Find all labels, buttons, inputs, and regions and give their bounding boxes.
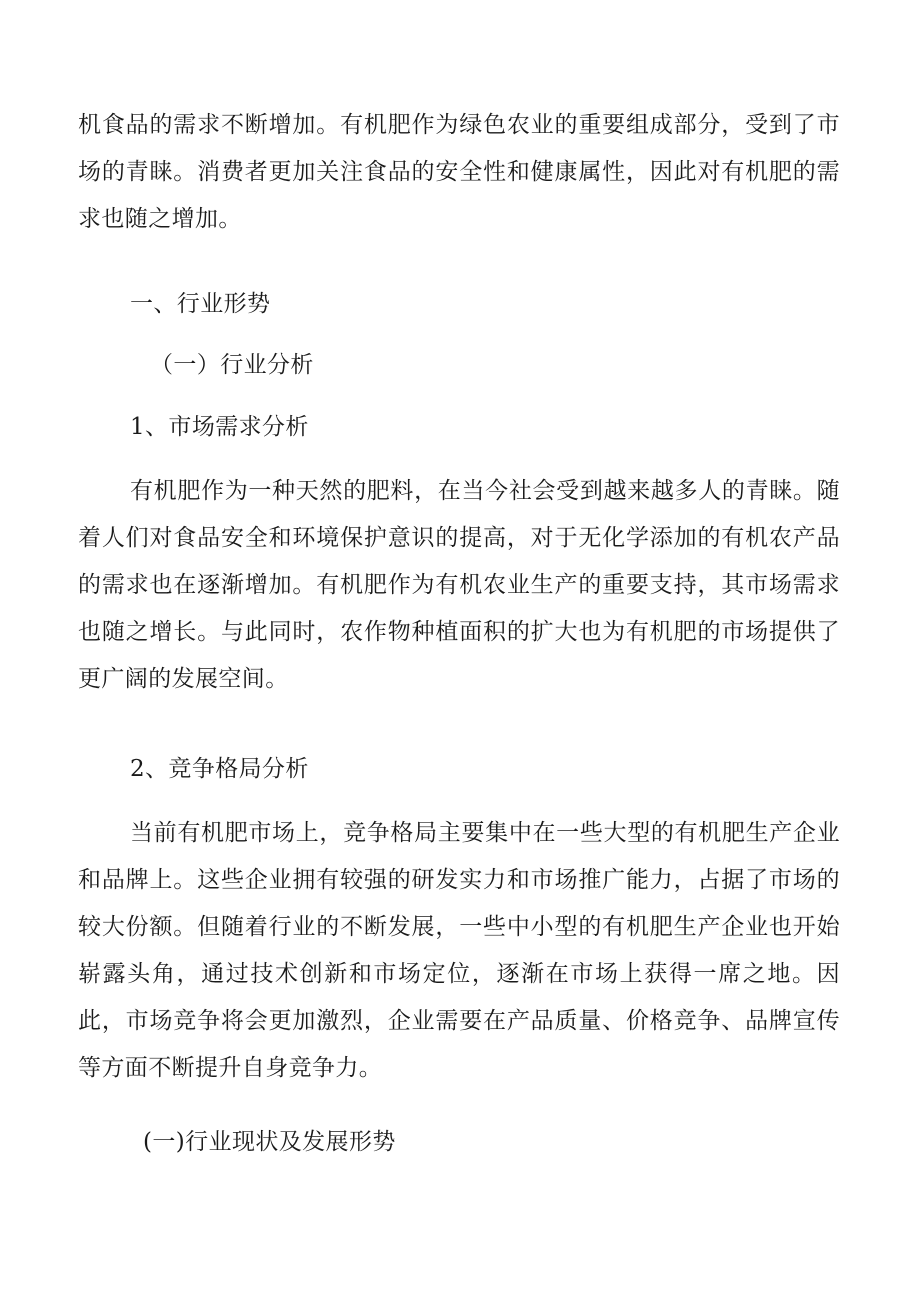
subsection-heading-status-trend: (一)行业现状及发展形势 bbox=[143, 1129, 396, 1155]
subsection-heading-industry-analysis: （一）行业分析 bbox=[150, 352, 314, 378]
item-heading-competition: 2、竞争格局分析 bbox=[130, 756, 309, 782]
item-heading-market-demand: 1、市场需求分析 bbox=[130, 414, 309, 440]
competition-paragraph: 当前有机肥市场上，竞争格局主要集中在一些大型的有机肥生产企业和品牌上。这些企业拥有较强的研发实力和市场推广能力，占据了市场的较大份额。但随着行业的不断发展，一些中小型的有机肥生产企业也开始崭露头角，通过技术创新和市场定位，逐渐在市场上获得一席之地。因此，市场竞争将会更加激烈，企业需要在产品质量、价格竞争、品牌宣传等方面不断提升自身竞争力。 bbox=[78, 820, 840, 1081]
section-heading-industry-situation: 一、行业形势 bbox=[130, 291, 271, 317]
market-demand-paragraph: 有机肥作为一种天然的肥料，在当今社会受到越来越多人的青睐。随着人们对食品安全和环境保护意识的提高，对于无化学添加的有机农产品的需求也在逐渐增加。有机肥作为有机农业生产的重要支持，其市场需求也随之增长。与此同时，农作物种植面积的扩大也为有机肥的市场提供了更广阔的发展空间。 bbox=[78, 478, 840, 692]
intro-paragraph: 机食品的需求不断增加。有机肥作为绿色农业的重要组成部分，受到了市场的青睐。消费者更加关注食品的安全性和健康属性，因此对有机肥的需求也随之增加。 bbox=[78, 112, 840, 232]
